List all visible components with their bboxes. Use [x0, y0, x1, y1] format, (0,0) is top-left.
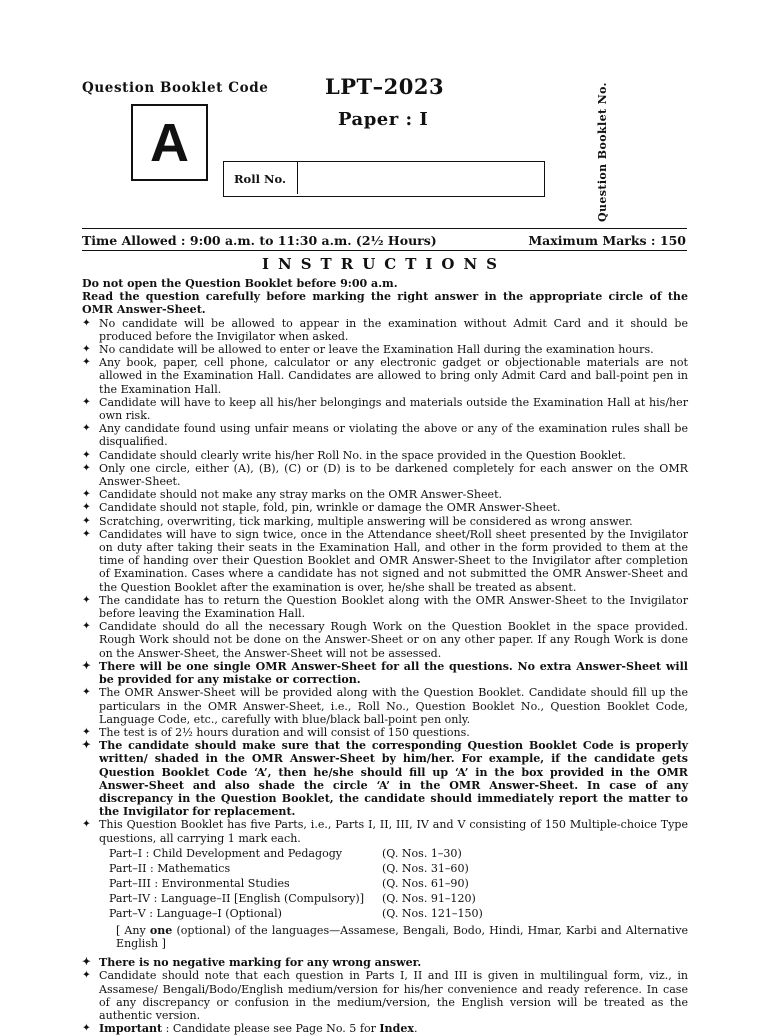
language-note: [ Any one (optional) of the languages—Assamese, Bengali, Bodo, Hindi, Hmar, Karbi and Alternative English ]	[116, 923, 689, 950]
instructions-heading: INSTRUCTIONS	[262, 255, 506, 273]
bullet-icon: ✦	[82, 448, 91, 461]
instructions-body	[82, 277, 688, 1035]
booklet-code-label: Question Booklet Code	[82, 80, 269, 96]
item-text: Candidate should not make any stray marks on the OMR Answer-Sheet.	[99, 488, 503, 502]
part-name: Part–V : Language–I (Optional)	[109, 906, 282, 920]
bullet-icon: ✦	[82, 659, 91, 672]
item-text: There will be one single OMR Answer-Sheet for all the questions. No extra Answer-Sheet will be provided for any mistake or correction.	[99, 659, 688, 687]
list-item	[82, 686, 688, 726]
bullet-icon: ✦	[82, 316, 91, 329]
intro-line: Do not open the Question Booklet before 9:00 a.m.	[82, 277, 398, 290]
paper-label: Paper : I	[338, 109, 429, 130]
list-item	[82, 488, 688, 501]
item-text: There is no negative marking for any wrong answer.	[99, 956, 422, 970]
item-text: Any book, paper, cell phone, calculator or any electronic gadget or objectionable materials are not allowed in the Examination Hall. Candidates are allowed to bring only Admit Card and ball-point pen in the Examination Hall.	[99, 356, 688, 396]
list-item	[82, 317, 688, 343]
list-item	[82, 969, 688, 1022]
bullet-icon: ✦	[82, 818, 91, 831]
list-item	[82, 620, 688, 660]
bullet-icon: ✦	[82, 969, 91, 982]
bullet-icon: ✦	[82, 356, 91, 369]
item-text: The candidate has to return the Question Booklet along with the OMR Answer-Sheet to the Invigilator before leaving the Examination Hall.	[99, 593, 688, 621]
bullet-icon: ✦	[82, 501, 91, 514]
bullet-icon: ✦	[82, 343, 91, 356]
list-item	[82, 726, 688, 739]
bullet-icon: ✦	[82, 956, 91, 969]
list-item	[82, 594, 688, 620]
list-item	[82, 818, 688, 844]
bullet-icon: ✦	[82, 593, 91, 606]
bullet-icon: ✦	[82, 620, 91, 633]
roll-no-field[interactable]	[297, 162, 545, 194]
intro-line: Read the question carefully before marking the right answer in the appropriate circle of the OMR Answer-Sheet.	[82, 290, 688, 317]
bullet-icon: ✦	[82, 395, 91, 408]
item-text: Candidate should do all the necessary Rough Work on the Question Booklet in the space provided. Rough Work should not be done on the Answer-Sheet or on any other paper. If any Rough Work is done on the Answer-Sheet, the Answer-Sheet will not be assessed.	[99, 620, 688, 660]
exam-title: LPT–2023	[325, 74, 445, 99]
list-item	[82, 462, 688, 488]
part-name: Part–II : Mathematics	[109, 861, 231, 875]
item-text: This Question Booklet has five Parts, i.e., Parts I, II, III, IV and V consisting of 150 Multiple-choice Type questions, all carrying 1 mark each.	[99, 818, 688, 845]
part-range: (Q. Nos. 121–150)	[382, 906, 483, 920]
top-rule	[82, 228, 687, 229]
list-item	[82, 739, 688, 818]
list-item	[82, 528, 688, 594]
item-text: Candidate will have to keep all his/her belongings and materials outside the Examination Hall at his/her own risk.	[99, 395, 688, 423]
list-item	[82, 660, 688, 686]
bullet-icon: ✦	[82, 461, 91, 474]
roll-no-box	[223, 161, 545, 197]
part-name: Part–III : Environmental Studies	[109, 876, 290, 890]
parts-table	[82, 847, 688, 922]
bullet-icon: ✦	[82, 739, 91, 752]
part-range: (Q. Nos. 1–30)	[382, 846, 462, 860]
part-range: (Q. Nos. 61–90)	[382, 876, 469, 890]
bottom-rule	[82, 250, 687, 251]
table-row	[82, 892, 688, 907]
table-row	[82, 907, 688, 922]
bullet-icon: ✦	[82, 488, 91, 501]
item-text: Candidate should clearly write his/her Roll No. in the space provided in the Question Booklet.	[99, 448, 626, 462]
table-row	[82, 847, 688, 862]
list-item	[82, 515, 688, 528]
item-text: Any candidate found using unfair means or violating the above or any of the examination rules shall be disqualified.	[99, 422, 688, 449]
item-text: Only one circle, either (A), (B), (C) or (D) is to be darkened completely for each answer on the OMR Answer-Sheet.	[99, 461, 688, 489]
item-text: The OMR Answer-Sheet will be provided along with the Question Booklet. Candidate should fill up the particulars in the OMR Answer-Sheet, i.e., Roll No., Question Booklet No., Question Booklet Code, Language Code, etc., carefully with blue/black ball-point pen only.	[99, 686, 688, 726]
item-text: Candidate should not staple, fold, pin, wrinkle or damage the OMR Answer-Sheet.	[99, 501, 561, 515]
bullet-icon: ✦	[82, 422, 91, 435]
list-item	[82, 449, 688, 462]
list-item	[82, 422, 688, 448]
bullet-icon: ✦	[82, 514, 91, 527]
important-label: Important	[99, 1022, 163, 1035]
time-allowed: Time Allowed : 9:00 a.m. to 11:30 a.m. (2½ Hours)	[82, 233, 437, 248]
part-range: (Q. Nos. 91–120)	[382, 891, 476, 905]
index-link: Index	[379, 1022, 414, 1035]
bullet-icon: ✦	[82, 1022, 91, 1035]
booklet-code-box: A	[131, 104, 208, 181]
list-item	[82, 956, 688, 969]
bullet-icon: ✦	[82, 527, 91, 540]
roll-no-label: Roll No.	[234, 172, 286, 186]
max-marks: Maximum Marks : 150	[528, 233, 686, 248]
list-item	[82, 343, 688, 356]
item-text: No candidate will be allowed to enter or leave the Examination Hall during the examination hours.	[99, 343, 654, 357]
table-row	[82, 862, 688, 877]
list-item	[82, 396, 688, 422]
list-item	[82, 356, 688, 396]
bullet-icon: ✦	[82, 725, 91, 738]
table-row	[82, 877, 688, 892]
bullet-icon: ✦	[82, 686, 91, 699]
list-item: ✦ Important : Candidate please see Page No. 5 for Index.	[82, 1022, 418, 1035]
booklet-no-label: Question Booklet No.	[596, 82, 609, 222]
item-text: No candidate will be allowed to appear in the examination without Admit Card and it should be produced before the Invigilator when asked.	[99, 316, 688, 343]
item-text: Candidates will have to sign twice, once in the Attendance sheet/Roll sheet presented by the Invigilator on duty after taking their seats in the Examination Hall, and other in the form provided to them at the time of handing over their Question Booklet and OMR Answer-Sheet to the Invigilator after completion of Examination. Cases where a candidate has not signed and not submitted the OMR Answer-Sheet and the Question Booklet after the examination is over, he/she shall be treated as absent.	[99, 527, 688, 594]
item-text: Scratching, overwriting, tick marking, multiple answering will be considered as wrong answer.	[99, 514, 633, 528]
item-text: The candidate should make sure that the corresponding Question Booklet Code is properly written/ shaded in the OMR Answer-Sheet by him/her. For example, if the candidate gets Question Booklet Code ‘A’, then he/she should fill up ‘A’ in the box provided in the OMR Answer-Sheet and also shade the circle ‘A’ in the OMR Answer-Sheet. In case of any discrepancy in the Question Booklet, the candidate should immediately report the matter to the Invigilator for replacement.	[99, 739, 688, 819]
part-name: Part–I : Child Development and Pedagogy	[109, 846, 343, 860]
item-text: The test is of 2½ hours duration and will consist of 150 questions.	[99, 725, 470, 739]
list-item	[82, 501, 688, 514]
part-range: (Q. Nos. 31–60)	[382, 861, 469, 875]
item-text: Candidate should note that each question in Parts I, II and III is given in multilingual form, viz., in Assamese/ Bengali/Bodo/English medium/version for his/her convenience and ready reference. In case of any discrepancy or confusion in the medium/version, the English version will be treated as the authentic version.	[99, 969, 688, 1022]
part-name: Part–IV : Language–II [English (Compulsory)]	[109, 891, 365, 905]
